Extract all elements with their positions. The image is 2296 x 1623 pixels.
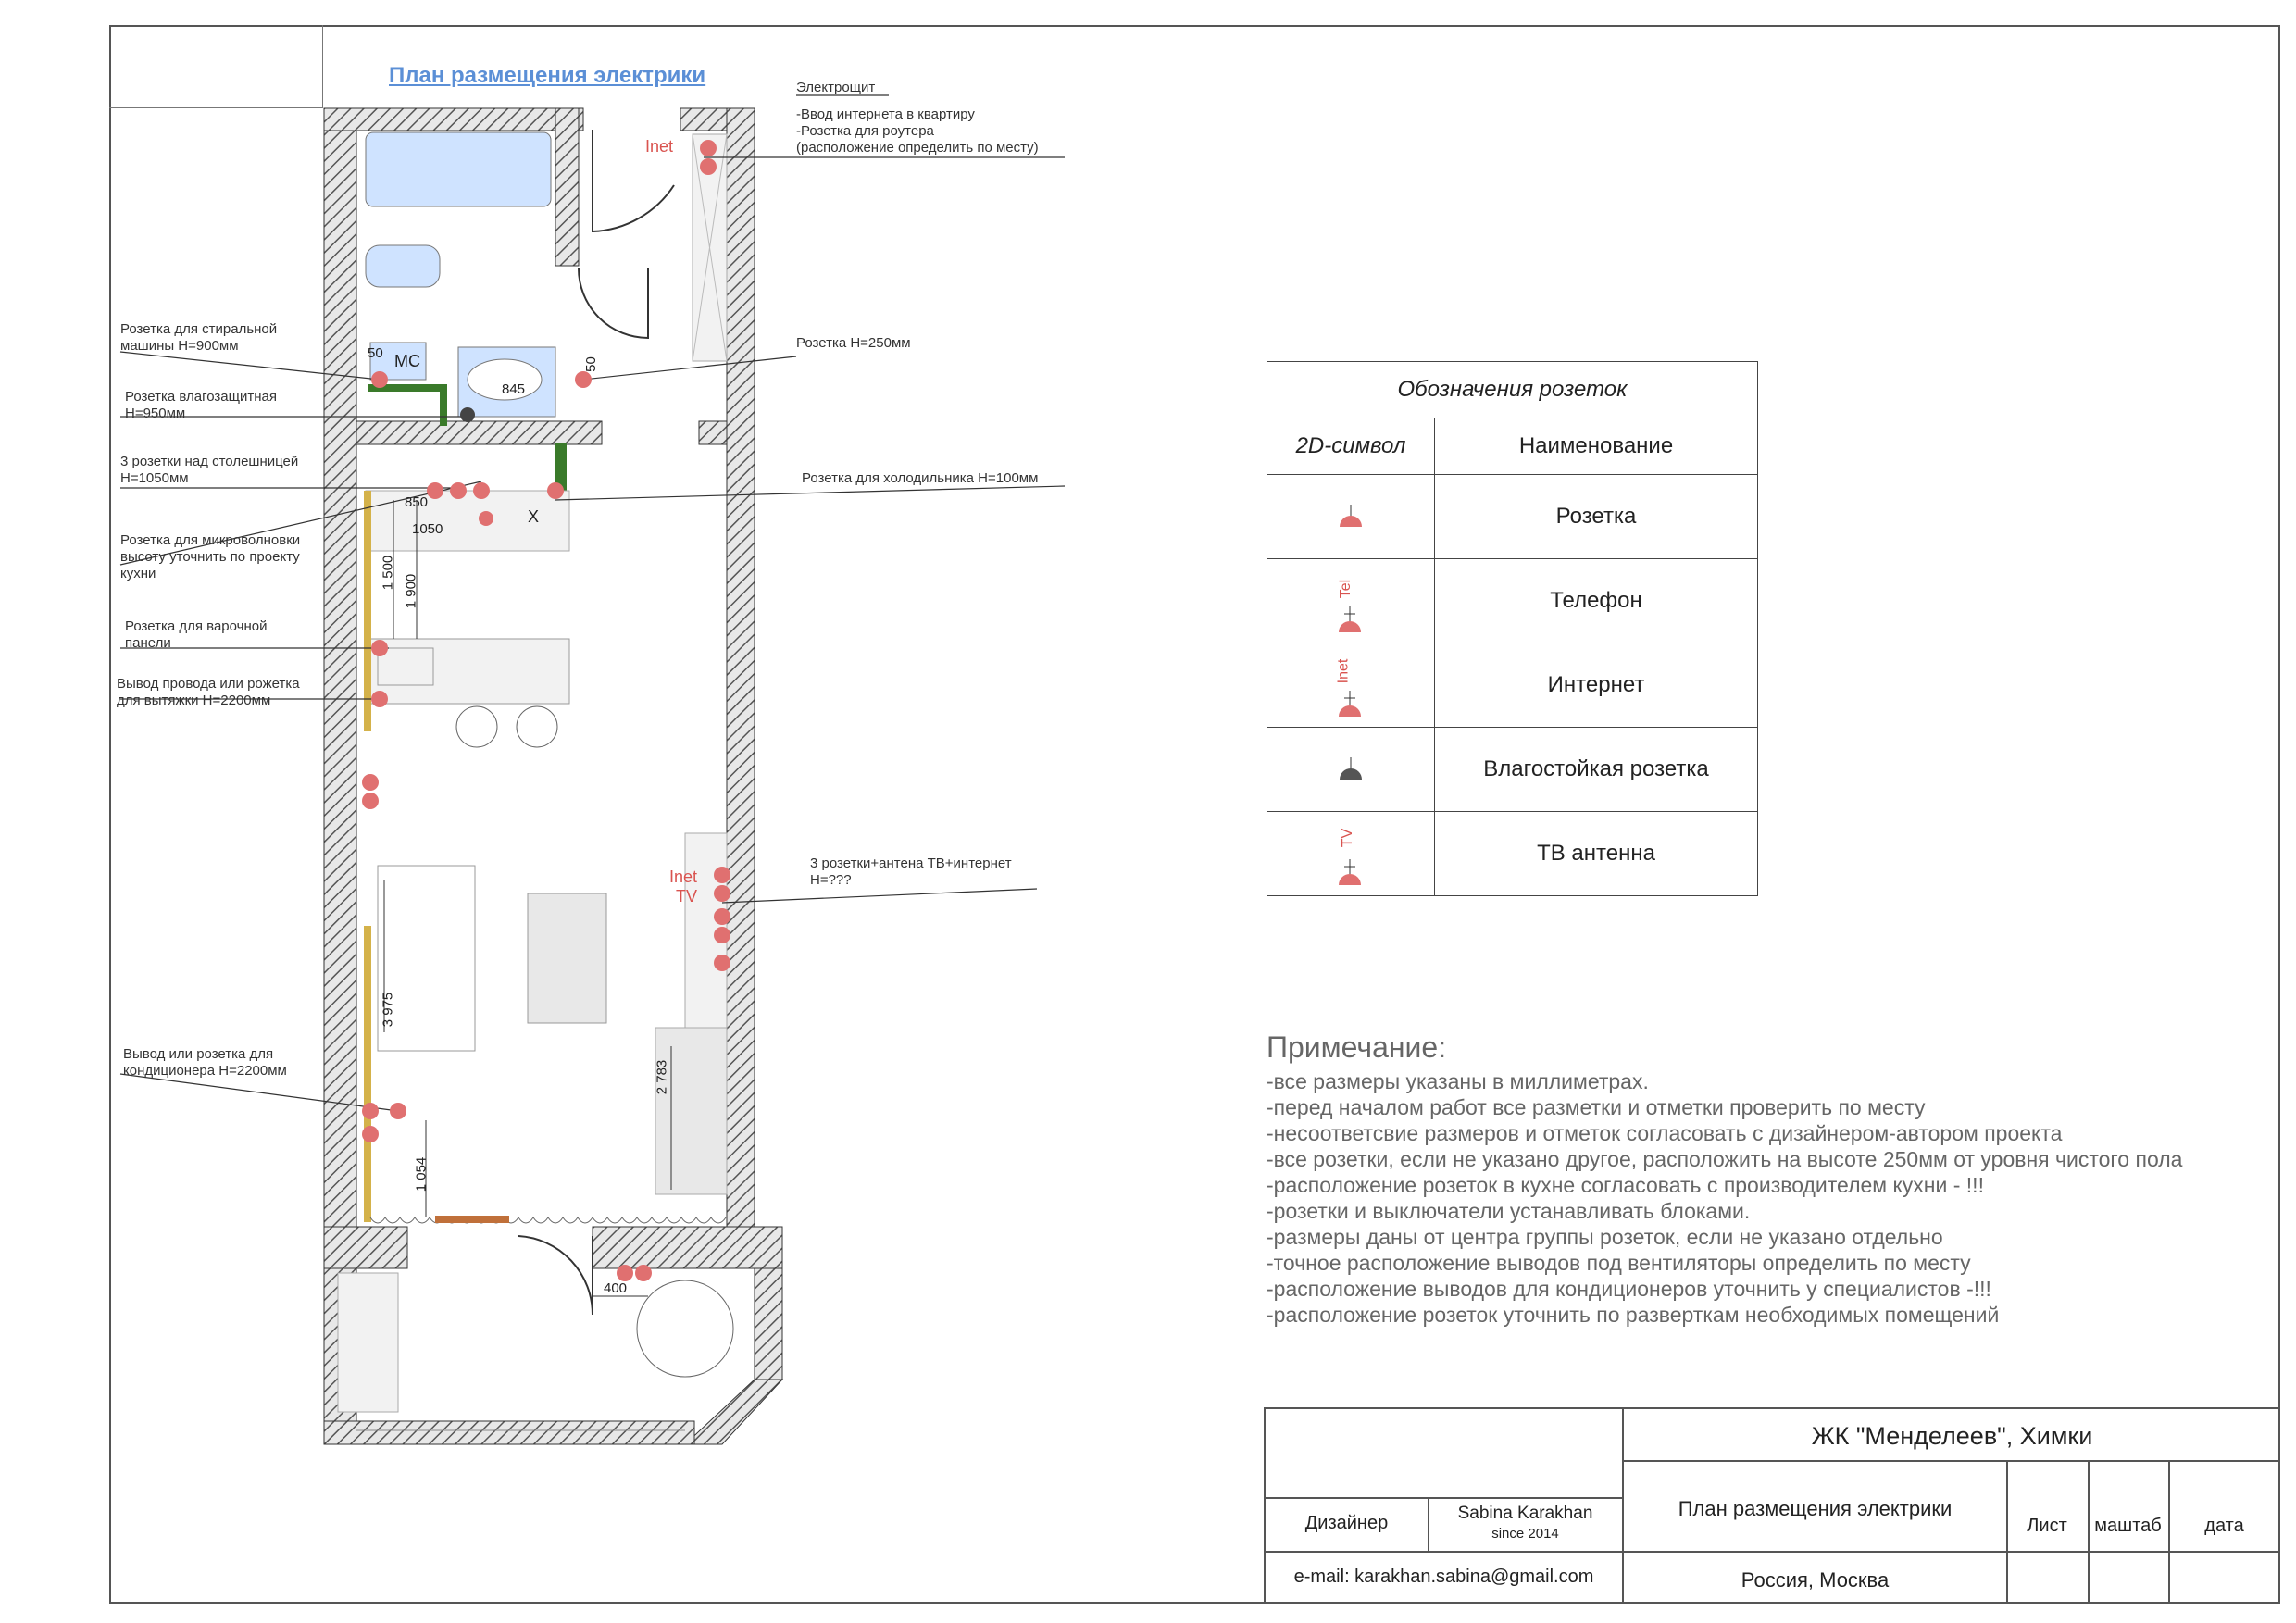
legend-symbol-socket: [1267, 475, 1435, 559]
legend-tag-tel: Tel: [1338, 579, 1354, 599]
dim-3975: 3 975: [380, 992, 396, 1028]
note-item: -несоответсвие размеров и отметок согласовать с дизайнером-автором проекта: [1267, 1121, 2063, 1145]
tb-date: дата: [2204, 1516, 2244, 1536]
dim-1054: 1 054: [413, 1156, 430, 1192]
tb-designer-name: Sabina Karakhan: [1457, 1504, 1593, 1523]
legend-tag-inet: Inet: [1335, 658, 1352, 684]
balcony-corner: [685, 1380, 782, 1444]
tb-list: Лист: [2027, 1516, 2067, 1536]
legend-table: [1267, 361, 1758, 896]
label-ac: Вывод или розетка для кондиционера Н=2200мм: [123, 1046, 287, 1079]
toilet: [366, 245, 440, 287]
moist-socket-icon: [1332, 748, 1369, 785]
notes-list: [1267, 1068, 2182, 1328]
legend-symbol-phone: [1267, 559, 1435, 643]
legend-col-name: Наименование: [1435, 418, 1758, 475]
dim-850: 850: [405, 494, 429, 510]
label-tv-block: 3 розетки+антена ТВ+интернет Н=???: [810, 855, 1012, 888]
label-washer: Розетка для стиральной машины Н=900мм: [120, 321, 278, 354]
phone-socket-icon: [1331, 601, 1368, 638]
label-mc: МС: [394, 352, 420, 370]
legend-symbol-tv: [1267, 812, 1435, 896]
socket-icon: [1332, 495, 1369, 532]
tb-sheet-name: План размещения электрики: [1678, 1497, 1953, 1520]
dim-1500: 1 500: [380, 555, 396, 591]
internet-socket-icon: [1331, 685, 1368, 722]
label-fridge: Розетка для холодильника Н=100мм: [802, 470, 1039, 486]
label-three-counter: 3 розетки над столешницей Н=1050мм: [120, 454, 299, 486]
label-microwave: Розетка для микроволновки высоту уточнить по проекту кухни: [120, 532, 301, 581]
wall-right: [727, 108, 755, 1229]
legend-caption: Обозначения розеток: [1267, 362, 1758, 418]
legend-col-symbol: 2D-символ: [1267, 418, 1435, 475]
dim-1050: 1050: [412, 521, 443, 537]
legend-symbol-moist: [1267, 728, 1435, 812]
dim-50a: 50: [368, 345, 383, 361]
balcony-cabinet: [338, 1273, 398, 1412]
note-item: -перед началом работ все разметки и отметки проверить по месту: [1267, 1095, 1926, 1119]
wall-bath-bottom: [356, 421, 602, 444]
wall-bath-right: [555, 108, 579, 266]
coffee-table: [528, 893, 606, 1023]
legend-tag-tv: TV: [1340, 828, 1356, 848]
dim-400: 400: [604, 1280, 628, 1296]
balcony-bottom: [324, 1421, 694, 1444]
wall-mid: [699, 421, 727, 444]
legend-symbol-internet: [1267, 643, 1435, 728]
legend-name-moist: Влагостойкая розетка: [1435, 728, 1758, 812]
label-inet-input: -Ввод интернета в квартиру -Розетка для роутера (расположение определить по месту): [796, 106, 1039, 156]
note-item: -розетки и выключатели устанавливать блоками.: [1267, 1199, 1751, 1223]
label-h250: Розетка Н=250мм: [796, 335, 911, 351]
note-item: -расположение выводов для кондиционеров уточнить у специалистов -!!!: [1267, 1277, 1991, 1301]
note-item: -все розетки, если не указано другое, расположить на высоте 250мм от уровня чистого пола: [1267, 1147, 2183, 1171]
dim-2783: 2 783: [654, 1059, 670, 1095]
label-inet-tag: Inet: [645, 137, 674, 156]
legend-name-socket: Розетка: [1435, 475, 1758, 559]
wall-bottom-left: [324, 1227, 407, 1268]
label-inet-tv2: TV: [676, 887, 698, 905]
note-item: -размеры даны от центра группы розеток, если не указано отдельно: [1267, 1225, 1943, 1249]
tb-project: ЖК "Менделеев", Химки: [1811, 1422, 2093, 1450]
tb-since: since 2014: [1491, 1526, 1559, 1542]
label-moist: Розетка влагозащитная Н=950мм: [125, 389, 277, 421]
notes-heading: Примечание:: [1267, 1030, 1447, 1064]
tb-email: e-mail: karakhan.sabina@gmail.com: [1293, 1567, 1594, 1587]
dim-1900: 1 900: [403, 573, 419, 609]
shelf: [655, 1028, 727, 1194]
bathtub: [366, 132, 551, 206]
note-item: -расположение розеток в кухне согласовать с производителем кухни - !!!: [1267, 1173, 1984, 1197]
tb-scale: маштаб: [2094, 1516, 2162, 1536]
wall-bottom-right: [593, 1227, 782, 1268]
tb-designer-label: Дизайнер: [1304, 1513, 1389, 1533]
dim-845: 845: [502, 381, 526, 397]
legend-name-tv: ТВ антенна: [1435, 812, 1758, 896]
label-hood: Вывод провода или рожетка для вытяжки Н=2200мм: [117, 676, 300, 708]
title-block: [1264, 1407, 2280, 1604]
plan-title: План размещения электрики: [389, 63, 706, 88]
dim-50b: 50: [582, 356, 599, 372]
label-inet-tv1: Inet: [669, 868, 698, 886]
note-item: -все размеры указаны в миллиметрах.: [1267, 1069, 1649, 1093]
tv-socket-icon: [1331, 854, 1368, 891]
legend-name-phone: Телефон: [1435, 559, 1758, 643]
label-elektroshit: Электрощит: [796, 80, 876, 95]
balcony-right: [755, 1268, 782, 1380]
note-item: -расположение розеток уточнить по разверткам необходимых помещений: [1267, 1303, 2000, 1327]
wall-top: [324, 108, 583, 131]
label-hob: Розетка для варочной панели: [125, 618, 268, 651]
label-x: Х: [528, 507, 540, 526]
legend-name-internet: Интернет: [1435, 643, 1758, 728]
tb-location: Россия, Москва: [1741, 1568, 1890, 1592]
note-item: -точное расположение выводов под вентиляторы определить по месту: [1267, 1251, 1971, 1275]
